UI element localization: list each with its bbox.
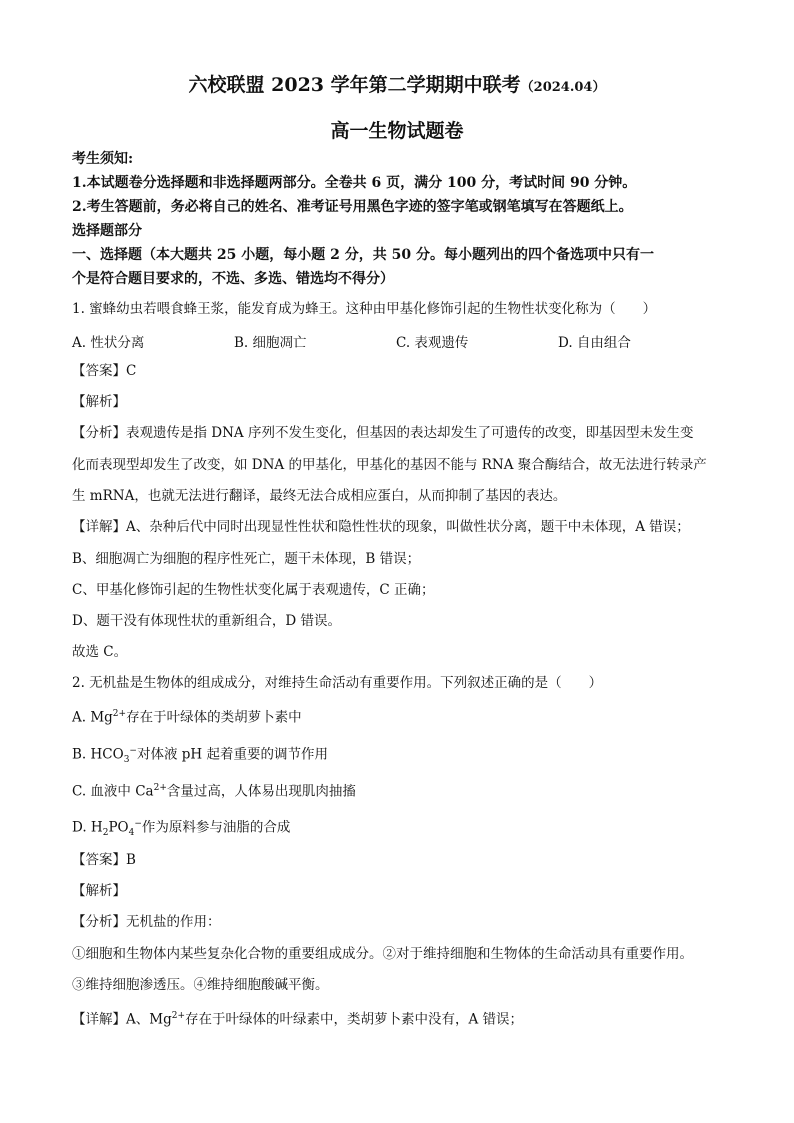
section-instruction-1: 一、选择题（本大题共 25 小题，每小题 2 分，共 50 分。每小题列出的四个备选项中只有一	[72, 247, 654, 263]
q2-fenxi-1: ①细胞和生物体内某些复杂化合物的重要组成成分。②对于维持细胞和生物体的生命活动具有重要作用。	[72, 946, 693, 962]
q1-detail-1: 【详解】A、杂种后代中同时出现显性性状和隐性性状的现象，叫做性状分离，题干中未体现，A 错误；	[72, 519, 690, 535]
q1-option-c: C. 表观遗传	[396, 335, 469, 351]
q2-analysis-label: 【解析】	[72, 883, 126, 899]
q1-option-d: D. 自由组合	[558, 335, 631, 351]
q2-fenxi-2: ③维持细胞渗透压。④维持细胞酸碱平衡。	[72, 977, 329, 993]
exam-subtitle: 高一生物试题卷	[330, 120, 464, 142]
q1-fenxi-3: 生 mRNA，也就无法进行翻译，最终无法合成相应蛋白，从而抑制了基因的表达。	[72, 488, 567, 504]
q1-fenxi-2: 化而表现型却发生了改变，如 DNA 的甲基化，甲基化的基因不能与 RNA 聚合酶结合，故无法进行转录产	[72, 457, 707, 473]
q1-detail-2: B、细胞凋亡为细胞的程序性死亡，题干未体现，B 错误；	[72, 551, 421, 567]
notice-item-1: 1.本试题卷分选择题和非选择题两部分。全卷共 6 页，满分 100 分，考试时间 90 分钟。	[72, 175, 637, 191]
q1-option-b: B. 细胞凋亡	[234, 335, 307, 351]
q2-option-a: A. $Mg^{2+}$存在于叶绿体的类胡萝卜素中	[72, 709, 302, 726]
q2-option-d: D. $H_2PO_4^-$作为原料参与油脂的合成	[72, 819, 291, 839]
title-date: （2024.04）	[520, 80, 606, 95]
q1-stem: 1. 蜜蜂幼虫若喂食蜂王浆，能发育成为蜂王。这种由甲基化修饰引起的生物性状变化称为（ ）	[72, 301, 657, 317]
q2-option-b: B. $HCO_3^-$对体液 pH 起着重要的调节作用	[72, 746, 328, 766]
section-part: 选择题部分	[72, 223, 142, 239]
q1-option-a: A. 性状分离	[72, 335, 145, 351]
q1-detail-3: C、甲基化修饰引起的生物性状变化属于表观遗传，C 正确；	[72, 582, 435, 598]
q1-detail-4: D、题干没有体现性状的重新组合，D 错误。	[72, 613, 341, 629]
section-instruction-2: 个是符合题目要求的，不选、多选、错选均不得分）	[72, 271, 394, 287]
q1-fenxi-1: 【分析】表观遗传是指 DNA 序列不发生变化，但基因的表达却发生了可遗传的改变，即基因型未发生变	[72, 425, 694, 441]
q2-stem: 2. 无机盐是生物体的组成成分，对维持生命活动有重要作用。下列叙述正确的是（ ）	[72, 675, 603, 691]
q2-option-c: C. 血液中 $Ca^{2+}$含量过高，人体易出现肌肉抽搐	[72, 783, 356, 800]
notice-heading: 考生须知:	[72, 151, 134, 167]
notice-item-2: 2.考生答题前，务必将自己的姓名、准考证号用黑色字迹的签字笔或钢笔填写在答题纸上。	[72, 199, 633, 215]
q1-conclusion: 故选 C。	[72, 644, 128, 660]
q2-answer: 【答案】B	[72, 852, 136, 868]
exam-title	[0, 70, 794, 97]
q2-detail: 【详解】A、$Mg^{2+}$存在于叶绿体的叶绿素中，类胡萝卜素中没有，A 错误；	[72, 1011, 524, 1028]
q2-fenxi-head: 【分析】无机盐的作用：	[72, 914, 221, 930]
q1-answer: 【答案】C	[72, 363, 137, 379]
q1-analysis-label: 【解析】	[72, 394, 126, 410]
title-main: 六校联盟 2023 学年第二学期期中联考	[188, 74, 521, 96]
